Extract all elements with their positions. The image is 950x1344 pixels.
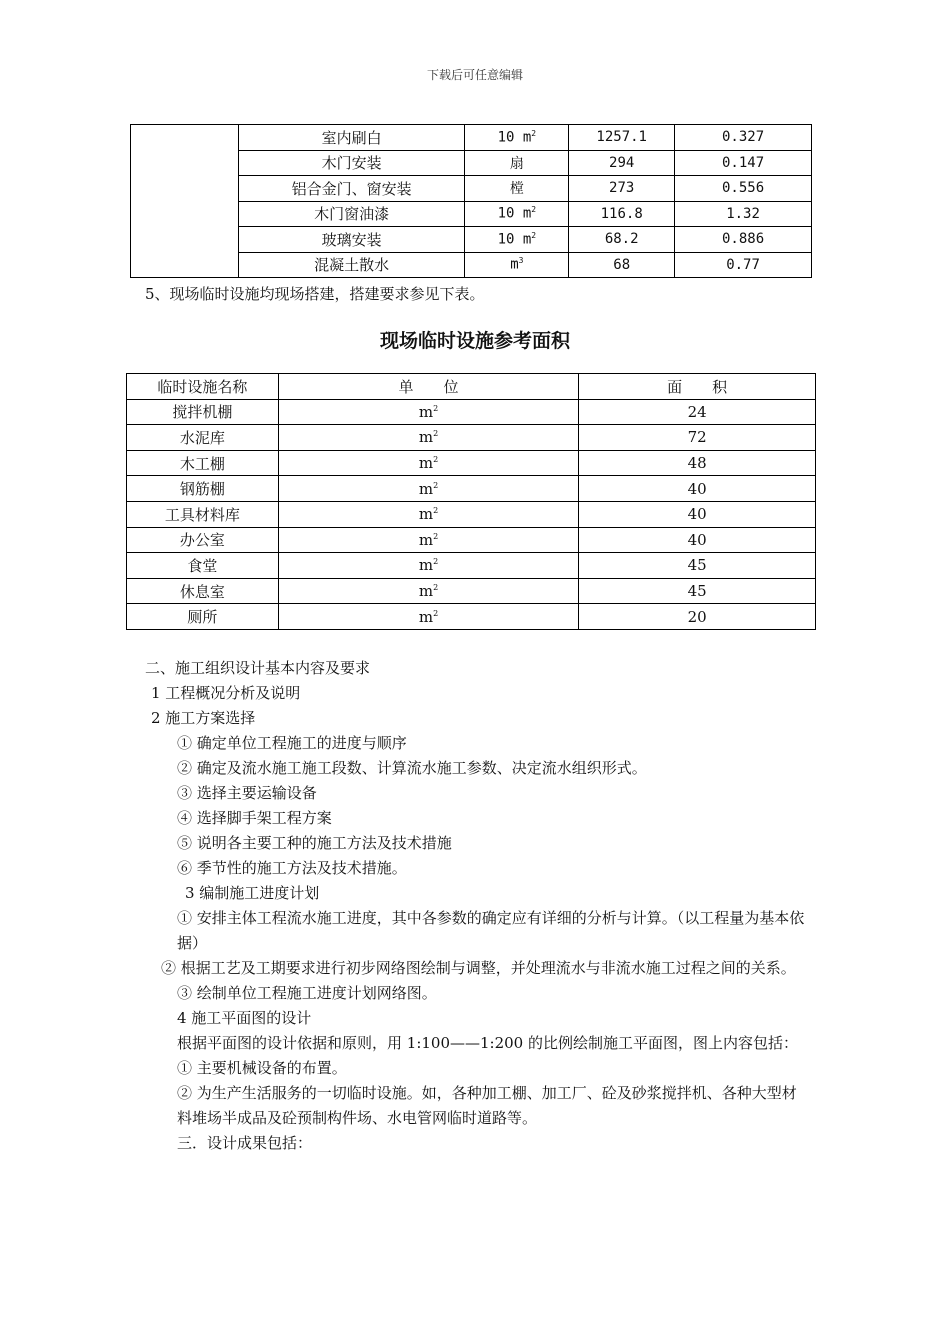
unit-superscript: 3 [518, 256, 524, 266]
unit-superscript: 2 [531, 230, 537, 240]
area-cell: 48 [579, 450, 816, 476]
page-header-note: 下载后可任意编辑 [426, 68, 523, 82]
s2-2-item-4: ④ 选择脚手架工程方案 [177, 809, 332, 827]
unit-cell [278, 604, 579, 630]
table-row [127, 501, 816, 527]
unit-cell [278, 476, 579, 502]
table-row [127, 399, 816, 425]
table-row [127, 553, 816, 579]
quantity-cell: 1257.1 [569, 125, 675, 151]
table-row [127, 450, 816, 476]
unit-base: m [510, 257, 519, 274]
s2-3-item-1: ① 安排主体工程流水施工进度，其中各参数的确定应有详细的分析与计算。（以工程量为基本依据） [177, 909, 805, 952]
s2-2-item-6: ⑥ 季节性的施工方法及技术措施。 [177, 859, 407, 877]
unit-cell [465, 125, 569, 151]
quantity-cell: 273 [569, 176, 675, 202]
unit-base: 10 m [497, 129, 532, 146]
area-cell: 45 [579, 578, 816, 604]
table-row [127, 476, 816, 502]
s2-2-item-1: ① 确定单位工程施工的进度与顺序 [177, 734, 407, 752]
unit-superscript: 2 [433, 429, 439, 439]
unit-superscript: 2 [433, 480, 439, 490]
quantity-cell: 294 [569, 150, 675, 176]
s2-2-item-5: ⑤ 说明各主要工种的施工方法及技术措施 [177, 834, 452, 852]
facility-name-cell: 工具材料库 [127, 501, 279, 527]
unit-base: 10 m [497, 231, 532, 248]
section-2-4: 4 施工平面图的设计 [177, 1009, 312, 1027]
rate-cell: 0.77 [675, 252, 812, 278]
unit-base: m [418, 505, 434, 524]
header-facility-name: 临时设施名称 [127, 374, 279, 400]
facility-name-cell: 钢筋棚 [127, 476, 279, 502]
rate-cell: 0.147 [675, 150, 812, 176]
facility-name-cell: 办公室 [127, 527, 279, 553]
area-cell: 20 [579, 604, 816, 630]
unit-cell [465, 150, 569, 176]
section-2-1: 1 工程概况分析及说明 [151, 684, 301, 702]
rate-cell: 1.32 [675, 201, 812, 227]
unit-cell [278, 578, 579, 604]
table-row [131, 125, 812, 151]
section-2-title: 二、施工组织设计基本内容及要求 [145, 659, 371, 677]
unit-cell [278, 501, 579, 527]
unit-base: m [418, 556, 434, 575]
unit-base: m [418, 479, 434, 498]
unit-base: m [418, 582, 434, 601]
s2-2-item-2: ② 确定及流水施工施工段数、计算流水施工参数、决定流水组织形式。 [177, 759, 647, 777]
unit-base: m [418, 530, 434, 549]
unit-cell [278, 553, 579, 579]
area-cell: 40 [579, 527, 816, 553]
s2-4-item-2: ② 为生产生活服务的一切临时设施。如，各种加工棚、加工厂、砼及砂浆搅拌机、各种大型材料堆场半成品及砼预制构件场、水电管网临时道路等。 [177, 1084, 797, 1127]
unit-cell [465, 252, 569, 278]
item-name-cell: 玻璃安装 [238, 227, 465, 253]
unit-cell [278, 399, 579, 425]
unit-superscript: 2 [433, 455, 439, 465]
table-row [127, 578, 816, 604]
item-name-cell: 木门窗油漆 [238, 201, 465, 227]
facility-name-cell: 木工棚 [127, 450, 279, 476]
s2-3-item-3: ③ 绘制单位工程施工进度计划网络图。 [177, 984, 437, 1002]
unit-superscript: 2 [433, 531, 439, 541]
unit-base: 10 m [497, 206, 532, 223]
rate-cell: 0.327 [675, 125, 812, 151]
unit-cell [465, 176, 569, 202]
unit-base: m [418, 607, 434, 626]
item-name-cell: 铝合金门、窗安装 [238, 176, 465, 202]
table-row [127, 425, 816, 451]
facility-table-title: 现场临时设施参考面积 [379, 330, 570, 352]
unit-cell [278, 425, 579, 451]
unit-cell [278, 527, 579, 553]
facility-name-cell: 休息室 [127, 578, 279, 604]
section-3-title: 三．设计成果包括： [177, 1134, 313, 1152]
unit-superscript: 2 [433, 583, 439, 593]
header-unit: 单 位 [278, 374, 579, 400]
unit-base: m [418, 454, 434, 473]
unit-superscript: 2 [433, 557, 439, 567]
item-name-cell: 混凝土散水 [238, 252, 465, 278]
unit-base: 扇 [509, 155, 524, 172]
area-cell: 24 [579, 399, 816, 425]
facility-name-cell: 水泥库 [127, 425, 279, 451]
unit-base: m [418, 402, 434, 421]
unit-cell [278, 450, 579, 476]
table-row [127, 604, 816, 630]
category-cell [131, 125, 239, 278]
facility-name-cell: 搅拌机棚 [127, 399, 279, 425]
unit-superscript: 2 [433, 608, 439, 618]
rate-cell: 0.556 [675, 176, 812, 202]
facility-name-cell: 食堂 [127, 553, 279, 579]
s2-4-item-1: ① 主要机械设备的布置。 [177, 1059, 347, 1077]
unit-superscript: 2 [433, 403, 439, 413]
unit-superscript: 2 [531, 128, 537, 138]
rate-cell: 0.886 [675, 227, 812, 253]
s2-4-intro: 根据平面图的设计依据和原则，用 1:100——1:200 的比例绘制施工平面图，图上内容包括： [177, 1034, 798, 1052]
item-name-cell: 室内刷白 [238, 125, 465, 151]
quantity-cell: 68 [569, 252, 675, 278]
note-5: 5、现场临时设施均现场搭建，搭建要求参见下表。 [145, 285, 485, 303]
s2-3-item-2: ② 根据工艺及工期要求进行初步网络图绘制与调整，并处理流水与非流水施工过程之间的关系。 [161, 959, 796, 977]
unit-cell [465, 227, 569, 253]
quantity-cell: 68.2 [569, 227, 675, 253]
table-header-row [127, 374, 816, 400]
area-cell: 40 [579, 501, 816, 527]
s2-2-item-3: ③ 选择主要运输设备 [177, 784, 317, 802]
area-cell: 72 [579, 425, 816, 451]
header-area: 面 积 [579, 374, 816, 400]
quantity-cell: 116.8 [569, 201, 675, 227]
section-2-2: 2 施工方案选择 [151, 709, 256, 727]
unit-superscript: 2 [433, 506, 439, 516]
facility-name-cell: 厕所 [127, 604, 279, 630]
area-cell: 40 [579, 476, 816, 502]
unit-base: 樘 [509, 181, 524, 198]
unit-cell [465, 201, 569, 227]
design-requirements-text [145, 656, 810, 1156]
unit-superscript: 2 [531, 205, 537, 215]
unit-base: m [418, 428, 434, 447]
section-2-3: 3 编制施工进度计划 [185, 884, 320, 902]
table-row [127, 527, 816, 553]
item-name-cell: 木门安装 [238, 150, 465, 176]
area-cell: 45 [579, 553, 816, 579]
work-quantity-table [130, 124, 812, 278]
facility-area-table [126, 373, 816, 630]
